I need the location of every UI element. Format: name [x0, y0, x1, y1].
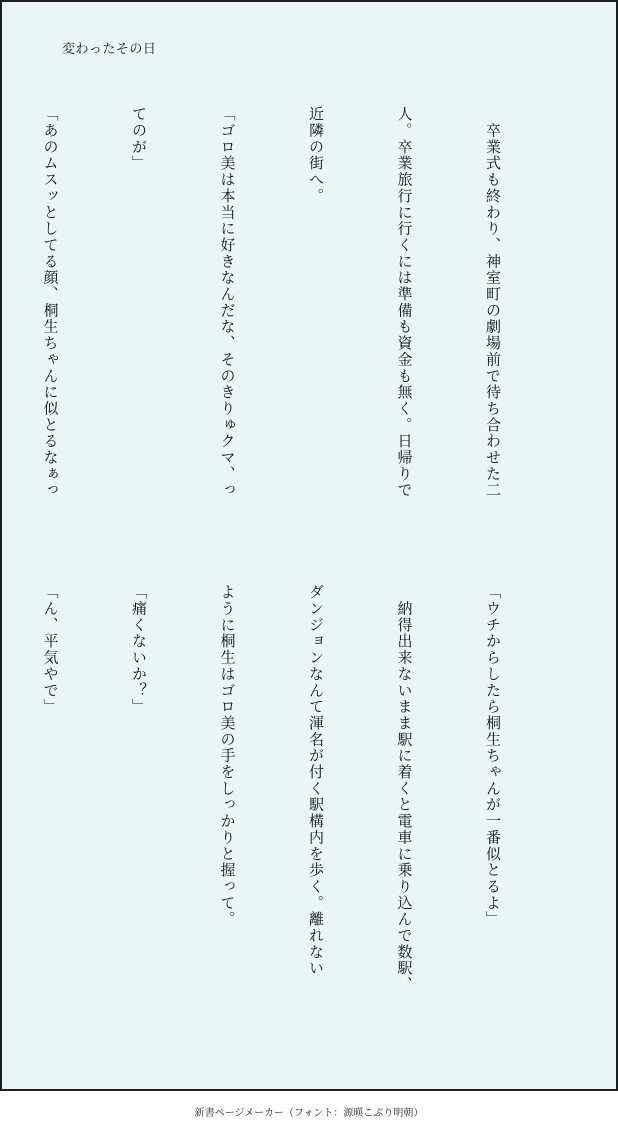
generator-credit: 新書ページメーカー（フォント：源暎こぶり明朝）: [194, 1108, 424, 1119]
page-title: 変わったその日: [62, 42, 157, 57]
text-line: 「痛くないか？」: [130, 584, 148, 715]
text-line: 人。卒業旅行に行くには準備も資金も無く。日帰りで: [395, 106, 414, 499]
text-block-top: [0, 106, 566, 526]
text-line: 卒業式も終わり、神室町の劇場前で待ち合わせた二: [484, 106, 502, 499]
text-line: 「ん、平気やで」: [41, 584, 60, 715]
text-line: 「ウチからしたら桐生ちゃんが一番似とるよ」: [484, 584, 502, 928]
text-line: てのが」: [130, 106, 148, 172]
text-line: 近隣の街へ。: [307, 106, 325, 205]
text-line: ダンジョンなんて渾名が付く駅構内を歩く。離れない: [307, 584, 325, 977]
text-block-bottom: [0, 584, 566, 1004]
text-line: 「あのムスッとしてる顔、桐生ちゃんに似とるなぁっ: [41, 106, 60, 499]
text-line: 納得出来ないまま駅に着くと電車に乗り込んで数駅、: [395, 584, 414, 993]
text-line: ように桐生はゴロ美の手をしっかりと握って。: [218, 584, 237, 928]
text-line: 「ゴロ美は本当に好きなんだな、そのきりゅクマ、っ: [218, 106, 237, 499]
